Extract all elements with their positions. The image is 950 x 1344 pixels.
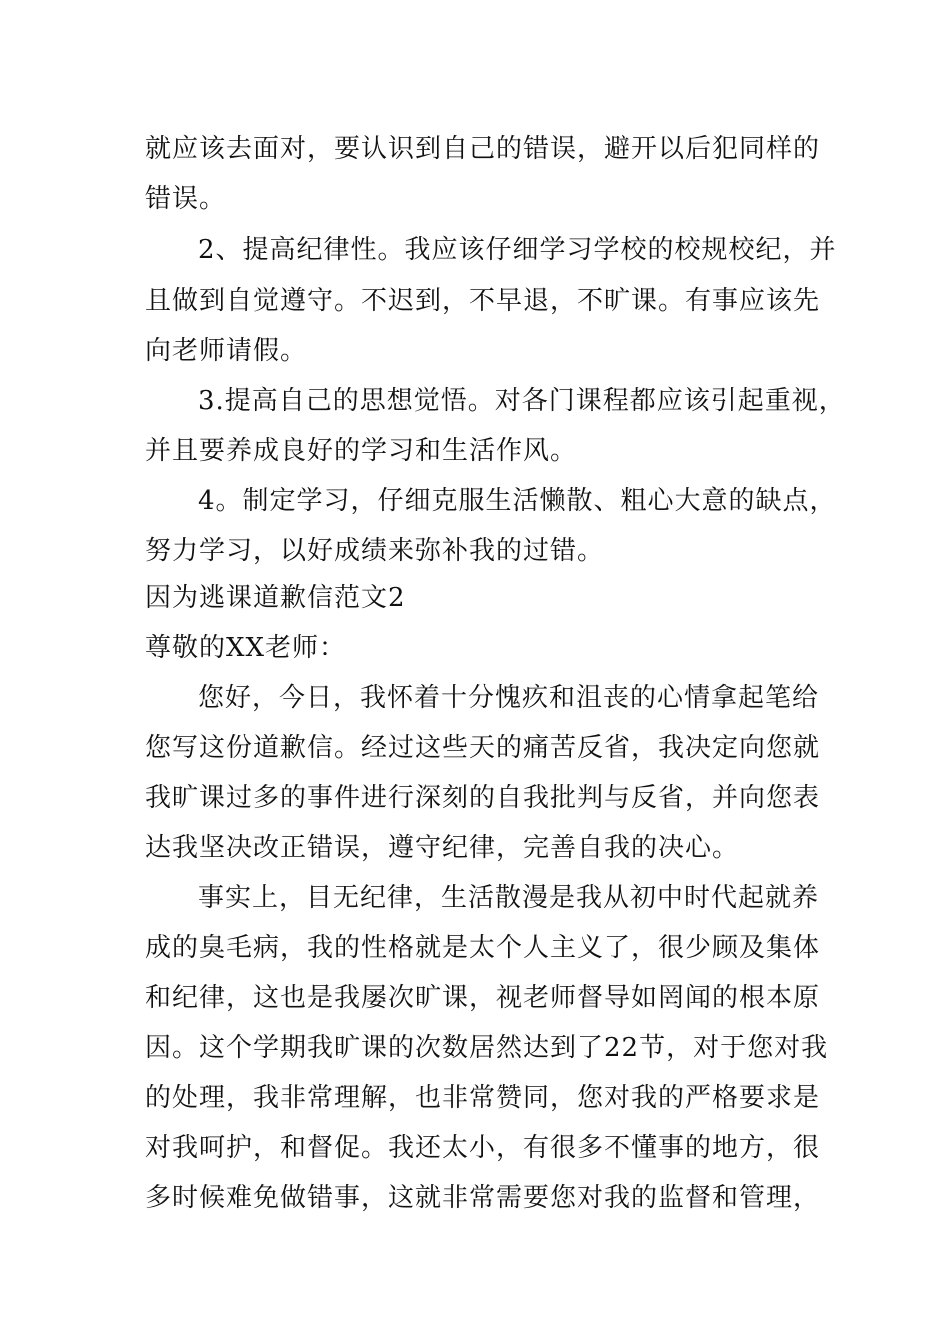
text-line: 成的臭毛病，我的性格就是太个人主义了，很少顾及集体 <box>145 933 821 963</box>
text-line: 多时候难免做错事，这就非常需要您对我的监督和管理， <box>145 1183 821 1213</box>
text-line: 就应该去面对，要认识到自己的错误，避开以后犯同样的 <box>145 134 821 164</box>
text-line: 的处理，我非常理解，也非常赞同，您对我的严格要求是 <box>145 1083 821 1113</box>
paragraph-start: 事实上，目无纪律，生活散漫是我从初中时代起就养 <box>198 883 820 913</box>
text-line: 您写这份道歉信。经过这些天的痛苦反省，我决定向您就 <box>145 733 821 763</box>
text-line: 因。这个学期我旷课的次数居然达到了22节，对于您对我 <box>145 1033 829 1063</box>
list-item-4: 4。制定学习，仔细克服生活懒散、粗心大意的缺点， <box>198 486 837 516</box>
paragraph-start: 您好，今日，我怀着十分愧疚和沮丧的心情拿起笔给 <box>198 683 820 713</box>
text-line: 努力学习，以好成绩来弥补我的过错。 <box>145 536 605 566</box>
text-line: 和纪律，这也是我屡次旷课，视老师督导如罔闻的根本原 <box>145 983 821 1013</box>
text-line: 达我坚决改正错误，遵守纪律，完善自我的决心。 <box>145 833 740 863</box>
section-title: 因为逃课道歉信范文2 <box>145 583 406 613</box>
text-line: 向老师请假。 <box>145 336 308 366</box>
salutation: 尊敬的XX老师： <box>145 633 347 663</box>
text-line: 错误。 <box>145 184 227 214</box>
list-item-2: 2、提高纪律性。我应该仔细学习学校的校规校纪，并 <box>198 235 837 265</box>
list-item-3: 3.提高自己的思想觉悟。对各门课程都应该引起重视， <box>198 386 846 416</box>
text-line: 我旷课过多的事件进行深刻的自我批判与反省，并向您表 <box>145 783 821 813</box>
text-line: 并且要养成良好的学习和生活作风。 <box>145 436 578 466</box>
text-line: 对我呵护，和督促。我还太小，有很多不懂事的地方，很 <box>145 1133 821 1163</box>
text-line: 且做到自觉遵守。不迟到，不早退，不旷课。有事应该先 <box>145 286 821 316</box>
